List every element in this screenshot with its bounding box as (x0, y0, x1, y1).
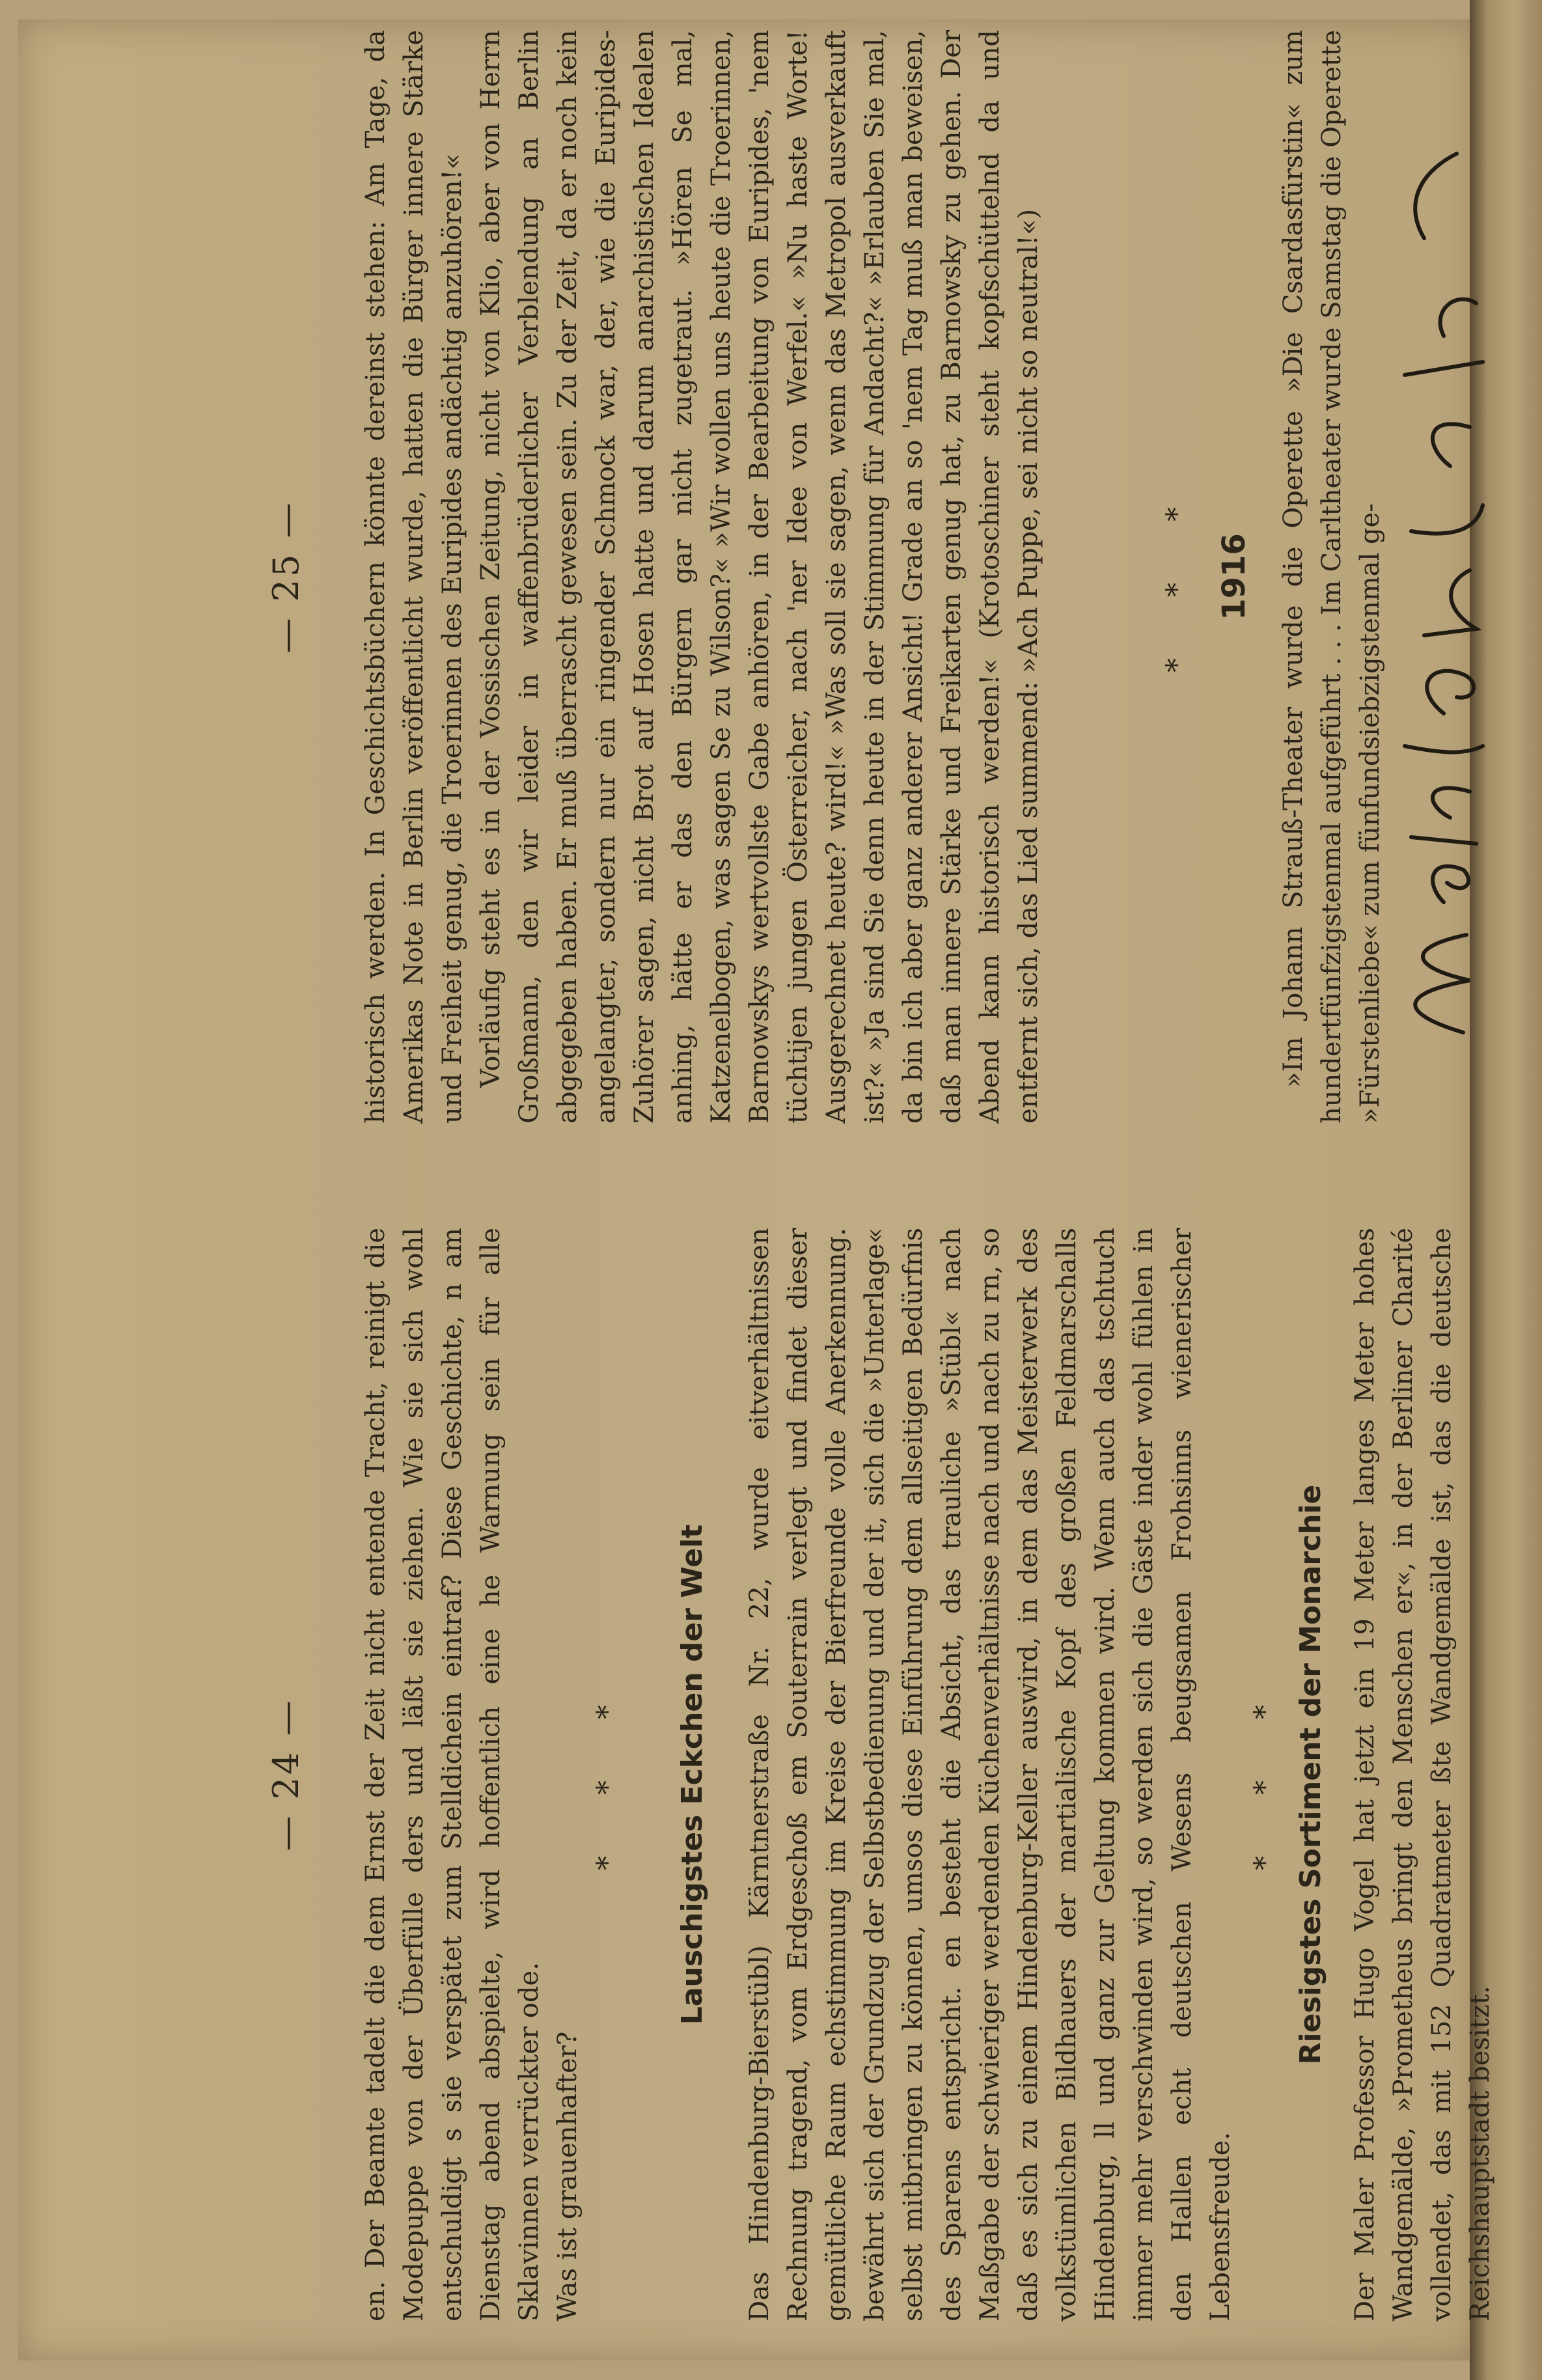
section-heading: Lauschigstes Eckchen der Welt (676, 1524, 709, 2025)
section-heading: Riesigstes Sortiment der Monarchie (1294, 1484, 1327, 2065)
page-24-text-bottom (1346, 1228, 1495, 2321)
page-25-text-top (357, 30, 1048, 1124)
paragraph: »Im Johann Strauß-Theater wurde die Operette »Die Csardasfürstin« zum hundertfünfzigstenmal aufgeführt . . . Im Carltheater wurde Samstag die Operette »Fürstenliebe« zum fünfundsiebzigstenmal ge- (1278, 30, 1385, 1124)
paragraph: Das Hindenburg-Bierstübl) Kärntnerstraße Nr. 22, wurde eitverhältnissen Rechnung tragend, vom Erdgeschoß em Souterrain verlegt und findet dieser gemütliche Raum echstimmung im Kreise der Bierfreunde volle Anerkennung. bewährt sich der Grundzug der Selbstbedienung und der it, sich die »Unterlage« selbst mitbringen zu können, umsos diese Einführung dem allseitigen Bedürfnis des Sparens entspricht. en besteht die Absicht, das trauliche »Stübl« nach Maßgabe der schwieriger werdenden Küchenverhältnisse nach und nach zu rn, so daß es sich zu einem Hindenburg-Keller auswird, in dem das Meisterwerk des volkstümlichen Bildhauers der martialische Kopf des großen Feldmarschalls Hindenburg, ll und ganz zur Geltung kommen wird. Wenn auch das tschtuch immer mehr verschwinden wird, so werden sich die Gäste inder wohl fühlen in den Hallen echt deutschen Wesens beugsamen Frohsinns wienerischer Lebensfreude. (745, 1228, 1235, 2321)
page-25-text-bottom (1274, 30, 1392, 1124)
paragraph: Vorläufig steht es in der Vossischen Zeitung, nicht von Klio, aber von Herrn Großmann, den wir leider in waffenbrüderlicher Verblendung an Berlin abgegeben haben. Er muß überrascht gewesen sein. Zu der Zeit, da er noch kein angelangter, sondern nur ein ringender Schmock war, der, wie die Euripides-Zuhörer sagen, nicht Brot auf Hosen hatte und darum anarchistischen Idealen anhing, hätte er das den Bürgern gar nicht zugetraut. »Hören Se mal, Katzenelbogen, was sagen Se zu Wilson?« »Wir wollen uns heute die Troerinnen, Barnowskys wertvollste Gabe anhören, in der Bearbeitung von Euripides, 'nem tüchtijen jungen Österreicher, nach 'ner Idee von Werfel.« »Nu haste Worte! Ausgerechnet heute? wird!« »Was soll sie sagen, wenn das Metropol ausverkauft ist?« »Ja sind Sie denn heute in der Stimmung für Andacht?« »Erlauben Sie mal, da bin ich aber ganz anderer Ansicht! Grade an so 'nem Tag muß man beweisen, daß man innere Stärke und Freikarten genug hat, zu Barnowsky zu gehen. Der Abend kann historisch werden!« (Krotoschiner steht kopfschüttelnd da und entfernt sich, das Lied summend: »Ach Puppe, sei nicht so neutral!«) (476, 30, 1043, 1124)
paragraph: historisch werden. In Geschichtsbüchern könnte dereinst stehen: Am Tage, da Amerikas Note in Berlin veröffentlicht wurde, hatten die Bürger innere Stärke und Freiheit genug, die Troerinnen des Euripides andächtig anzuhören!« (361, 30, 467, 1124)
section-divider: * * * (1161, 481, 1194, 672)
handwriting-label: Mrs. h. Kraus (1385, 1047, 1386, 1052)
paragraph: Was ist grauenhafter? (553, 2031, 583, 2321)
section-heading: 1916 (1216, 533, 1252, 620)
section-divider: * * * (1248, 1679, 1282, 1870)
handwritten-annotation (1385, 76, 1489, 1052)
page-number: — 24 — (266, 1698, 307, 1851)
page-24-text-top (357, 1228, 587, 2321)
section-divider: * * * (591, 1679, 624, 1870)
page-number: — 25 — (266, 500, 307, 654)
paragraph: en. Der Beamte tadelt die dem Ernst der Zeit nicht entende Tracht, reinigt die Modepuppe von der Überfülle ders und läßt sie ziehen. Wie sie sich wohl entschuldigt s sie verspätet zum Stelldichein eintraf? Diese Geschichte, n am Dienstag abend abspielte, wird hoffentlich eine he Warnung sein für alle Sklavinnen verrückter ode. (361, 1228, 544, 2321)
rotated-spread (18, 20, 1495, 2360)
page-24 (18, 1228, 1495, 2321)
paragraph: Der Maler Professor Hugo Vogel hat jetzt ein 19 Meter langes Meter hohes Wandgemälde, »Prometheus bringt den Menschen er«, in der Berliner Charité vollendet, das mit 152 Quadratmeter ßte Wandgemälde ist, das die deutsche Reichshauptstadt besitzt. (1350, 1228, 1495, 2321)
page-25 (18, 30, 1480, 1124)
page-24-text-middle (741, 1228, 1240, 2321)
